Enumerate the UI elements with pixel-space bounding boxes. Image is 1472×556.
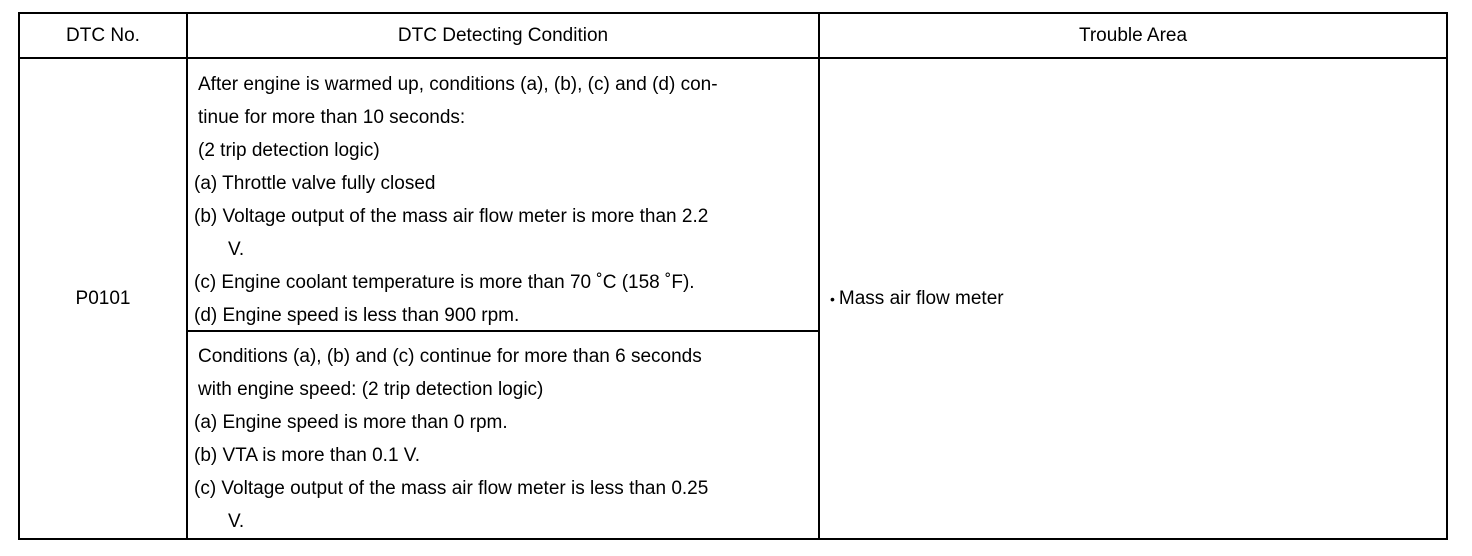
trouble-area-item: Mass air flow meter — [838, 287, 1004, 309]
header-detecting-condition: DTC Detecting Condition — [397, 24, 609, 46]
condition-1-item-c: (c) Engine coolant temperature is more than 70 ˚C (158 ˚F). — [194, 272, 695, 293]
header-trouble-area: Trouble Area — [1078, 24, 1188, 46]
dtc-table — [18, 12, 1448, 540]
condition-1-item-a: (a) Throttle valve fully closed — [194, 173, 436, 194]
dtc-code: P0101 — [75, 287, 131, 309]
condition-1-item-d: (d) Engine speed is less than 900 rpm. — [194, 305, 520, 326]
condition-1-item-b-cont: V. — [228, 239, 245, 260]
condition-1-line: (2 trip detection logic) — [198, 140, 380, 161]
condition-2-item-a: (a) Engine speed is more than 0 rpm. — [194, 412, 508, 433]
condition-1-line: After engine is warmed up, conditions (a), (b), (c) and (d) con- — [198, 74, 718, 95]
condition-1-line: tinue for more than 10 seconds: — [198, 107, 466, 128]
bullet-icon: • — [830, 290, 835, 307]
header-dtc-no: DTC No. — [66, 24, 140, 46]
condition-2-item-c-cont: V. — [228, 511, 245, 532]
condition-1-item-b: (b) Voltage output of the mass air flow meter is more than 2.2 — [194, 206, 709, 227]
condition-2-line: with engine speed: (2 trip detection logic) — [198, 379, 544, 400]
dtc-code-cell — [20, 59, 186, 538]
trouble-area-cell — [820, 59, 1446, 538]
condition-2-item-c: (c) Voltage output of the mass air flow meter is less than 0.25 — [194, 478, 709, 499]
detecting-condition-2 — [188, 340, 818, 538]
detecting-condition-1 — [188, 68, 818, 332]
condition-2-line: Conditions (a), (b) and (c) continue for more than 6 seconds — [198, 346, 702, 367]
condition-2-item-b: (b) VTA is more than 0.1 V. — [194, 445, 420, 466]
